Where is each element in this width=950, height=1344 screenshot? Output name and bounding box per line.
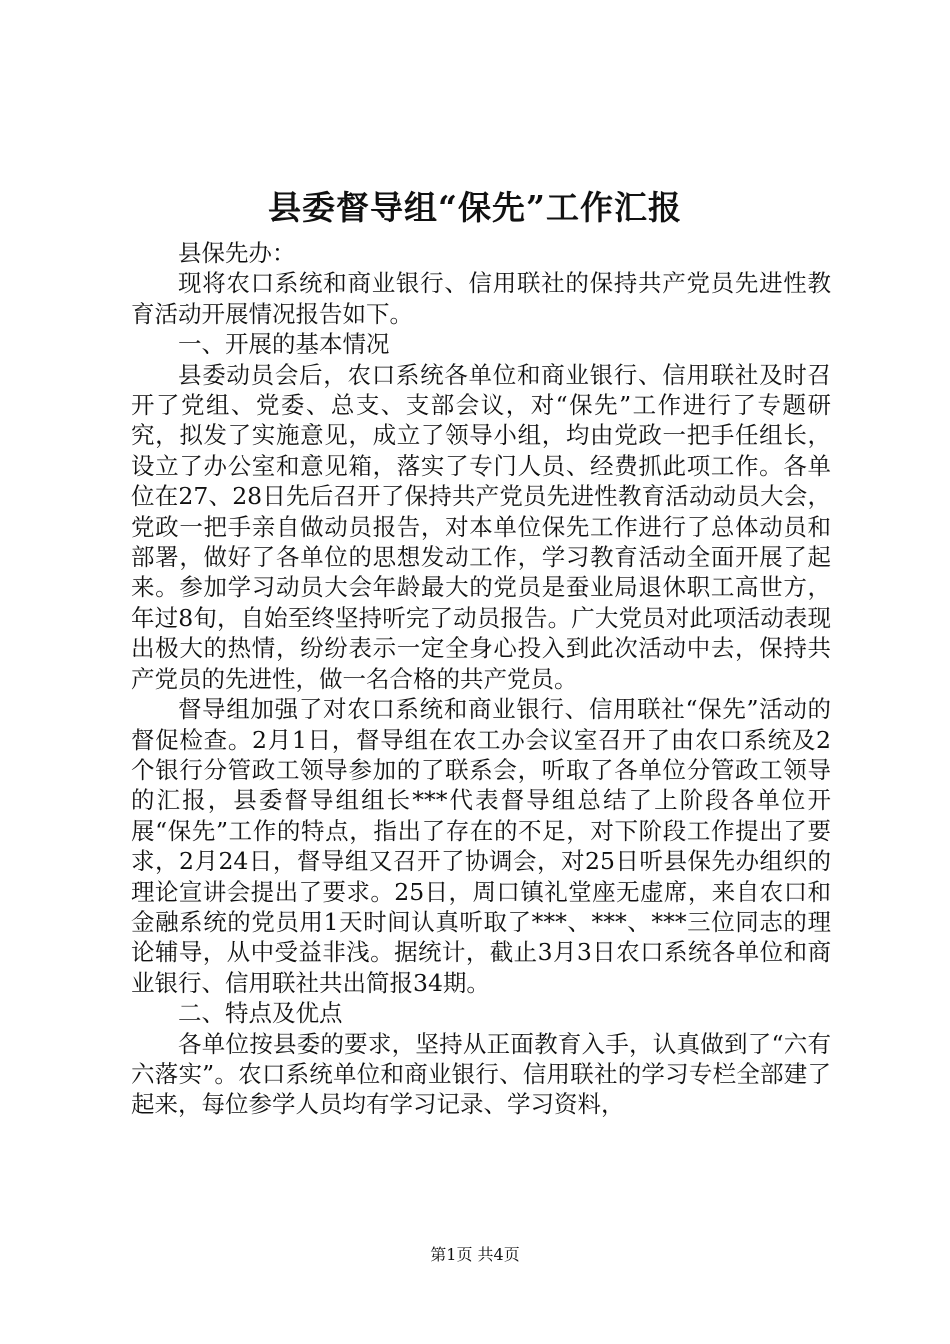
body-paragraph: 县委动员会后，农口系统各单位和商业银行、信用联社及时召开了党组、党委、总支、支部会议，对“保先”工作进行了专题研究，拟发了实施意见，成立了领导小组，均由党政一把手任组长，设立了办公室和意见箱，落实了专门人员、经费抓此项工作。各单位在27、28日先后召开了保持共产党员先进性教育活动动员大会，党政一把手亲自做动员报告，对本单位保先工作进行了总体动员和部署，做好了各单位的思想发动工作，学习教育活动全面开展了起来。参加学习动员大会年龄最大的党员是蚕业局退休职工高世方，年过8旬，自始至终坚持听完了动员报告。广大党员对此项活动表现出极大的热情，纷纷表示一定全身心投入到此次活动中去，保持共产党员的先进性，做一名合格的共产党员。 <box>131 360 831 693</box>
section-heading-2: 二、特点及优点 <box>178 999 343 1028</box>
section-heading-1: 一、开展的基本情况 <box>178 330 390 359</box>
intro-paragraph: 现将农口系统和商业银行、信用联社的保持共产党员先进性教育活动开展情况报告如下。 <box>131 269 831 328</box>
salutation: 县保先办： <box>178 239 296 267</box>
body-paragraph: 各单位按县委的要求，坚持从正面教育入手，认真做到了“六有六落实”。农口系统单位和商业银行、信用联社的学习专栏全部建了起来，每位参学人员均有学习记录、学习资料， <box>131 1029 831 1119</box>
page-number-footer: 第1页 共4页 <box>430 1245 520 1264</box>
document-title: 县委督导组“保先”工作汇报 <box>268 188 682 227</box>
body-paragraph: 督导组加强了对农口系统和商业银行、信用联社“保先”活动的督促检查。2月1日，督导组在农工办会议室召开了由农口系统及2个银行分管政工领导参加的了联系会，听取了各单位分管政工领导的汇报，县委督导组组长***代表督导组总结了上阶段各单位开展“保先”工作的特点，指出了存在的不足，对下阶段工作提出了要求，2月24日，督导组又召开了协调会，对25日听县保先办组织的理论宣讲会提出了要求。25日，周口镇礼堂座无虚席，来自农口和金融系统的党员用1天时间认真听取了***、***、***三位同志的理论辅导，从中受益非浅。据统计，截止3月3日农口系统各单位和商业银行、信用联社共出简报34期。 <box>131 695 831 997</box>
document-body <box>131 238 831 1120</box>
